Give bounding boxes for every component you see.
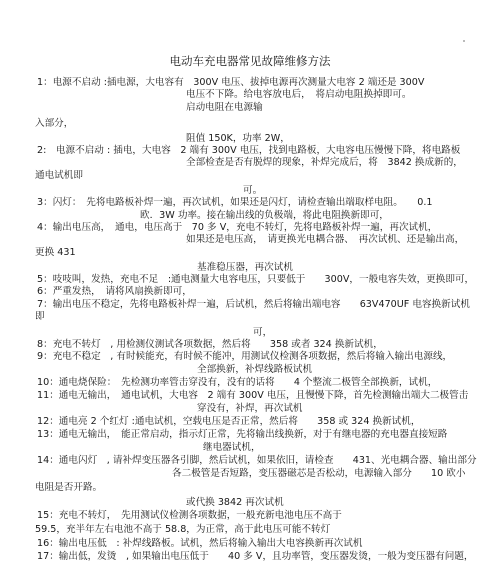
text-line: 阻值 150K，功率 2W，	[186, 133, 290, 144]
text-line: 2: 电源不启动 : 插电，大电容 2 端有 300V 电压，找到电路板，大电容电压慢慢下降，将电路板	[37, 145, 461, 156]
text-line: 启动电阻在电源输	[186, 102, 263, 113]
text-line: 入部分，	[35, 118, 74, 129]
text-line: 基准稳压器，再次试机	[197, 262, 293, 273]
text-line: 穿没有，补焊，再次试机	[197, 403, 303, 414]
page-title: 电动车充电器常见故障维修方法	[169, 54, 331, 68]
text-line: 11：通电无输出， 通电试机，大电容 2 端有 300V 电压，且慢慢下降，首先检测输出端大二极管击	[37, 390, 469, 401]
text-line: 电压不下降。给电容放电后， 将启动电阻换掉即可。	[186, 89, 412, 100]
text-line: 4：输出电压高， 通电，电压高于 70 多 V，充电不转灯，先将电路板补焊一遍，再次试机，	[37, 222, 438, 233]
text-line: 可，	[253, 327, 273, 338]
text-line: 14：通电闪灯 , 请补焊变压器各引脚，然后试机，如果依旧，请检查 431、光电耦合器、输出部分	[37, 455, 477, 466]
text-line: 15：充电不转灯， 先用测试仪检测各项数据，一般充新电池电压不高于	[37, 510, 342, 521]
text-line: 59.5，充半年左右电池不高于 58.8，为正常，高于此电压可能不转灯	[35, 524, 331, 535]
text-line: 通电试机即	[35, 170, 83, 181]
text-line: 或代换 3842 再次试机	[186, 497, 284, 508]
text-line: 8：充电不转灯 , 用检测仪测试各项数据，然后将 358 或者 324 换新试机，	[37, 339, 383, 350]
text-line: 10：通电烧保险： 先检测功率管击穿没有，没有的话将 4 个整流二极管全部换新，试机，	[37, 377, 438, 388]
text-line: 即	[35, 311, 45, 322]
text-line: 全部换新，补焊线路板试机	[197, 364, 313, 375]
text-line: 13：通电无输出， 能正常启动，指示灯正常，先将输出线换新，对于有继电器的充电器直接短路	[37, 429, 448, 440]
text-line: 9：充电不稳定 , 有时候能充，有时候不能冲，用测试仪检测各项数据，然后将输入输出电源线，	[37, 351, 453, 362]
text-line: 继电器试机，	[203, 442, 261, 453]
text-line: 12：通电亮 2 个红灯 :通电试机，空载电压是否正常，然后将 358 或 324 换新试机，	[37, 416, 421, 427]
text-line: 欧．3W 功率。接在输出线的负极端，将此电阻换新即可，	[140, 210, 389, 221]
text-line: 6：严重发热， 请将风扇换新即可，	[37, 286, 192, 297]
text-line: 如果还是电压高， 请更换光电耦合器、 再次试机、还是输出高，	[186, 234, 465, 245]
text-line: 7：输出电压不稳定，先将电路板补焊一遍，后试机，然后将输出端电容 63V470UF 电容换新试机	[37, 299, 470, 310]
text-line: 各二极管是否短路，变压器磁芯是否松动，电源输入部分 10 欧小	[172, 468, 466, 479]
text-line: 可。	[243, 185, 263, 196]
text-line: 更换 431	[35, 247, 76, 258]
text-line: 5：吱吱叫，发热，充电不足 :通电测量大电容电压，只要低于 300V，一般电容失效，更换即可，	[37, 274, 475, 285]
text-line: 1：电源不启动 :插电源，大电容有 300V 电压、拔掉电源再次测量大电容 2 端还是 300V	[37, 77, 425, 88]
text-line: 16：输出电压低 : 补焊线路板。试机，然后将输入输出大电容换新再次试机	[37, 538, 363, 549]
text-line: 全部检查是否有脱焊的现象，补焊完成后，将 3842 换成新的，	[186, 157, 463, 168]
text-line: 电阻是否开路。	[35, 482, 103, 493]
text-line: 3：闪灯： 先将电路板补焊一遍，再次试机，如果还是闪灯，请检查输出端取样电阻。 0.1	[37, 197, 433, 208]
text-line: 17：输出低，发烫 , 如果输出电压低于 40 多 V，且功率管，变压器发烫，一般为变压器有问题，	[37, 551, 474, 562]
page-dot	[463, 40, 465, 42]
